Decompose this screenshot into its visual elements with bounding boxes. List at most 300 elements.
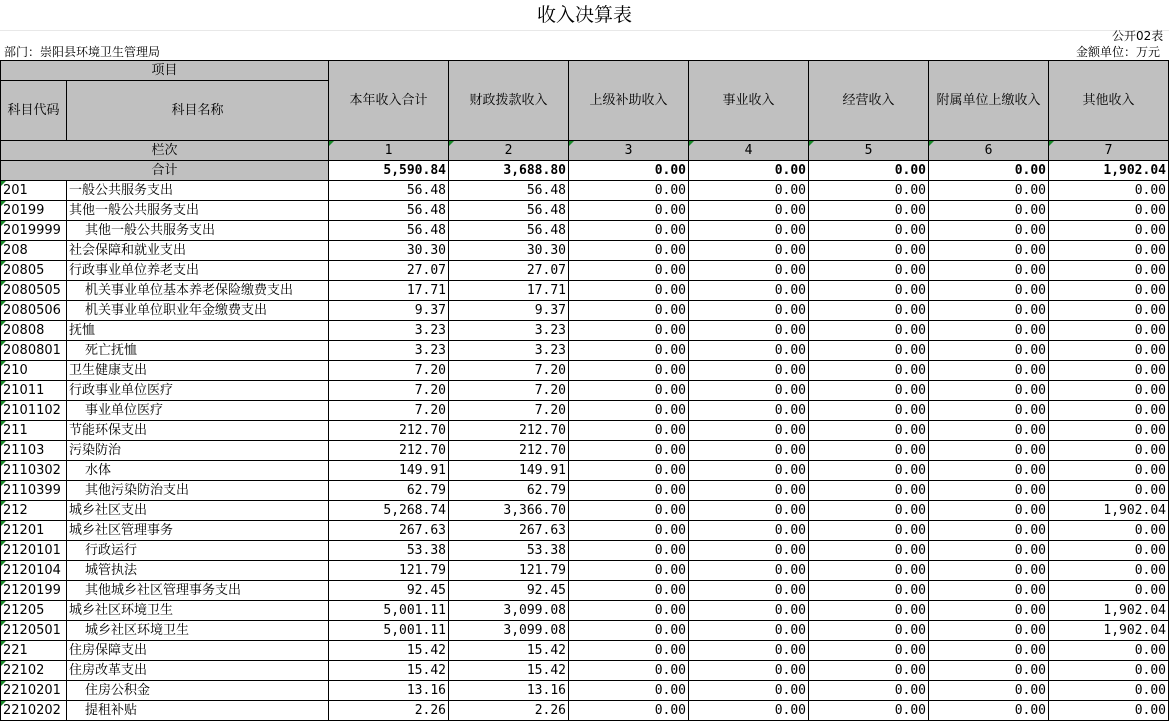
amount-cell: 3,366.70	[449, 501, 569, 521]
amount-cell: 56.48	[449, 221, 569, 241]
subject-name: 抚恤	[67, 321, 329, 341]
subject-name: 社会保障和就业支出	[67, 241, 329, 261]
amount-cell: 0.00	[569, 201, 689, 221]
amount-cell: 0.00	[809, 581, 929, 601]
amount-cell: 0.00	[929, 641, 1049, 661]
subject-code: 2210201	[1, 681, 67, 701]
amount-cell: 0.00	[689, 521, 809, 541]
amount-cell: 0.00	[1049, 421, 1169, 441]
header-col-7: 其他收入	[1049, 61, 1169, 141]
amount-cell: 56.48	[449, 181, 569, 201]
amount-cell: 0.00	[1049, 261, 1169, 281]
table-row	[1, 541, 1169, 561]
amount-cell: 0.00	[689, 341, 809, 361]
amount-cell: 3.23	[449, 321, 569, 341]
amount-cell: 53.38	[449, 541, 569, 561]
table-row	[1, 201, 1169, 221]
subject-name: 行政事业单位医疗	[67, 381, 329, 401]
subject-name: 污染防治	[67, 441, 329, 461]
header-col-1: 本年收入合计	[329, 61, 449, 141]
amount-cell: 0.00	[1049, 521, 1169, 541]
subject-code: 2120199	[1, 581, 67, 601]
amount-cell: 5,268.74	[329, 501, 449, 521]
amount-cell: 56.48	[329, 221, 449, 241]
amount-cell: 27.07	[449, 261, 569, 281]
amount-cell: 3.23	[449, 341, 569, 361]
amount-cell: 17.71	[329, 281, 449, 301]
subject-code: 201	[1, 181, 67, 201]
amount-cell: 0.00	[569, 701, 689, 721]
amount-cell: 0.00	[569, 321, 689, 341]
subject-name: 行政运行	[67, 541, 329, 561]
amount-cell: 0.00	[1049, 341, 1169, 361]
amount-cell: 212.70	[329, 441, 449, 461]
table-row	[1, 181, 1169, 201]
amount-cell: 0.00	[689, 621, 809, 641]
amount-cell: 15.42	[449, 641, 569, 661]
amount-cell: 0.00	[809, 481, 929, 501]
subject-name: 城管执法	[67, 561, 329, 581]
amount-cell: 5,001.11	[329, 621, 449, 641]
amount-cell: 0.00	[929, 621, 1049, 641]
amount-cell: 0.00	[809, 561, 929, 581]
table-row	[1, 341, 1169, 361]
unit-label: 金额单位：万元	[1076, 45, 1161, 59]
amount-cell: 0.00	[569, 221, 689, 241]
amount-cell: 0.00	[569, 481, 689, 501]
amount-cell: 0.00	[1049, 441, 1169, 461]
header-code: 科目代码	[1, 81, 67, 141]
amount-cell: 0.00	[929, 281, 1049, 301]
amount-cell: 0.00	[809, 421, 929, 441]
subject-code: 21011	[1, 381, 67, 401]
amount-cell: 0.00	[689, 481, 809, 501]
subject-code: 2101102	[1, 401, 67, 421]
amount-cell: 0.00	[929, 401, 1049, 421]
subject-name: 卫生健康支出	[67, 361, 329, 381]
table-row	[1, 621, 1169, 641]
amount-cell: 212.70	[449, 441, 569, 461]
header-col-3: 上级补助收入	[569, 61, 689, 141]
subject-name: 住房保障支出	[67, 641, 329, 661]
amount-cell: 0.00	[809, 661, 929, 681]
amount-cell: 0.00	[809, 501, 929, 521]
amount-cell: 0.00	[1049, 281, 1169, 301]
amount-cell: 0.00	[689, 381, 809, 401]
amount-cell: 15.42	[449, 661, 569, 681]
total-value: 3,688.80	[449, 161, 569, 181]
amount-cell: 0.00	[1049, 541, 1169, 561]
amount-cell: 0.00	[689, 181, 809, 201]
amount-cell: 0.00	[689, 461, 809, 481]
amount-cell: 0.00	[929, 561, 1049, 581]
subject-name: 其他一般公共服务支出	[67, 201, 329, 221]
amount-cell: 0.00	[809, 381, 929, 401]
amount-cell: 0.00	[569, 561, 689, 581]
amount-cell: 0.00	[569, 681, 689, 701]
income-final-accounts-table	[0, 60, 1169, 721]
amount-cell: 0.00	[689, 361, 809, 381]
amount-cell: 0.00	[689, 201, 809, 221]
amount-cell: 0.00	[1049, 581, 1169, 601]
total-value: 0.00	[929, 161, 1049, 181]
amount-cell: 0.00	[929, 181, 1049, 201]
subject-name: 节能环保支出	[67, 421, 329, 441]
amount-cell: 0.00	[569, 381, 689, 401]
amount-cell: 0.00	[689, 641, 809, 661]
amount-cell: 0.00	[569, 601, 689, 621]
amount-cell: 0.00	[689, 701, 809, 721]
amount-cell: 1,902.04	[1049, 601, 1169, 621]
table-row	[1, 601, 1169, 621]
subject-code: 21201	[1, 521, 67, 541]
amount-cell: 0.00	[809, 701, 929, 721]
amount-cell: 0.00	[689, 441, 809, 461]
amount-cell: 53.38	[329, 541, 449, 561]
amount-cell: 0.00	[929, 481, 1049, 501]
amount-cell: 0.00	[569, 261, 689, 281]
amount-cell: 0.00	[929, 461, 1049, 481]
amount-cell: 267.63	[449, 521, 569, 541]
subject-code: 208	[1, 241, 67, 261]
amount-cell: 0.00	[1049, 241, 1169, 261]
amount-cell: 0.00	[809, 201, 929, 221]
table-row	[1, 421, 1169, 441]
amount-cell: 121.79	[449, 561, 569, 581]
amount-cell: 0.00	[809, 541, 929, 561]
amount-cell: 149.91	[449, 461, 569, 481]
table-row	[1, 681, 1169, 701]
amount-cell: 0.00	[809, 441, 929, 461]
subject-code: 221	[1, 641, 67, 661]
amount-cell: 0.00	[809, 321, 929, 341]
subject-code: 20805	[1, 261, 67, 281]
amount-cell: 212.70	[329, 421, 449, 441]
amount-cell: 0.00	[689, 601, 809, 621]
table-row	[1, 241, 1169, 261]
subject-name: 一般公共服务支出	[67, 181, 329, 201]
amount-cell: 0.00	[929, 661, 1049, 681]
amount-cell: 2.26	[329, 701, 449, 721]
subject-name: 城乡社区支出	[67, 501, 329, 521]
col-number: 5	[809, 141, 929, 161]
amount-cell: 0.00	[929, 521, 1049, 541]
amount-cell: 3,099.08	[449, 621, 569, 641]
amount-cell: 0.00	[929, 501, 1049, 521]
amount-cell: 0.00	[929, 701, 1049, 721]
total-value: 0.00	[689, 161, 809, 181]
amount-cell: 0.00	[809, 361, 929, 381]
amount-cell: 9.37	[449, 301, 569, 321]
amount-cell: 0.00	[1049, 661, 1169, 681]
table-row	[1, 561, 1169, 581]
amount-cell: 0.00	[569, 341, 689, 361]
subject-code: 21103	[1, 441, 67, 461]
amount-cell: 9.37	[329, 301, 449, 321]
table-row	[1, 321, 1169, 341]
amount-cell: 0.00	[569, 181, 689, 201]
amount-cell: 0.00	[569, 641, 689, 661]
subject-name: 事业单位医疗	[67, 401, 329, 421]
subject-name: 城乡社区环境卫生	[67, 601, 329, 621]
subject-code: 20808	[1, 321, 67, 341]
amount-cell: 7.20	[449, 401, 569, 421]
amount-cell: 56.48	[449, 201, 569, 221]
subject-name: 机关事业单位基本养老保险缴费支出	[67, 281, 329, 301]
amount-cell: 0.00	[689, 321, 809, 341]
subject-name: 其他污染防治支出	[67, 481, 329, 501]
table-row	[1, 281, 1169, 301]
amount-cell: 0.00	[929, 381, 1049, 401]
header-lanci: 栏次	[1, 141, 329, 161]
amount-cell: 13.16	[449, 681, 569, 701]
amount-cell: 212.70	[449, 421, 569, 441]
table-row	[1, 661, 1169, 681]
amount-cell: 0.00	[929, 201, 1049, 221]
amount-cell: 15.42	[329, 641, 449, 661]
subject-name: 提租补贴	[67, 701, 329, 721]
amount-cell: 0.00	[929, 681, 1049, 701]
table-row	[1, 581, 1169, 601]
amount-cell: 0.00	[929, 441, 1049, 461]
page-title: 收入决算表	[0, 0, 1169, 31]
amount-cell: 7.20	[329, 381, 449, 401]
amount-cell: 0.00	[689, 561, 809, 581]
table-header	[1, 61, 1169, 181]
amount-cell: 0.00	[809, 181, 929, 201]
amount-cell: 0.00	[809, 621, 929, 641]
amount-cell: 0.00	[929, 221, 1049, 241]
amount-cell: 0.00	[569, 421, 689, 441]
amount-cell: 0.00	[809, 281, 929, 301]
table-row	[1, 221, 1169, 241]
col-number: 2	[449, 141, 569, 161]
amount-cell: 0.00	[1049, 321, 1169, 341]
total-value: 5,590.84	[329, 161, 449, 181]
amount-cell: 0.00	[1049, 201, 1169, 221]
amount-cell: 0.00	[929, 341, 1049, 361]
amount-cell: 0.00	[569, 661, 689, 681]
amount-cell: 1,902.04	[1049, 501, 1169, 521]
header-name: 科目名称	[67, 81, 329, 141]
amount-cell: 0.00	[689, 241, 809, 261]
amount-cell: 30.30	[329, 241, 449, 261]
table-row	[1, 361, 1169, 381]
amount-cell: 0.00	[569, 521, 689, 541]
table-row	[1, 441, 1169, 461]
amount-cell: 0.00	[569, 301, 689, 321]
amount-cell: 7.20	[449, 361, 569, 381]
amount-cell: 0.00	[569, 361, 689, 381]
amount-cell: 0.00	[1049, 181, 1169, 201]
amount-cell: 0.00	[929, 541, 1049, 561]
amount-cell: 13.16	[329, 681, 449, 701]
subject-name: 机关事业单位职业年金缴费支出	[67, 301, 329, 321]
amount-cell: 15.42	[329, 661, 449, 681]
subject-name: 其他城乡社区管理事务支出	[67, 581, 329, 601]
subject-code: 21205	[1, 601, 67, 621]
subject-code: 2080506	[1, 301, 67, 321]
subject-code: 2120501	[1, 621, 67, 641]
subject-name: 城乡社区环境卫生	[67, 621, 329, 641]
header-item: 项目	[1, 61, 329, 81]
department-label: 部门：崇阳县环境卫生管理局	[4, 45, 161, 59]
amount-cell: 3.23	[329, 341, 449, 361]
col-number: 7	[1049, 141, 1169, 161]
total-row	[1, 161, 1169, 181]
header-col-5: 经营收入	[809, 61, 929, 141]
amount-cell: 267.63	[329, 521, 449, 541]
amount-cell: 0.00	[689, 661, 809, 681]
amount-cell: 56.48	[329, 201, 449, 221]
total-value: 0.00	[809, 161, 929, 181]
subject-code: 212	[1, 501, 67, 521]
amount-cell: 0.00	[929, 361, 1049, 381]
amount-cell: 0.00	[1049, 221, 1169, 241]
amount-cell: 3,099.08	[449, 601, 569, 621]
amount-cell: 56.48	[329, 181, 449, 201]
amount-cell: 2.26	[449, 701, 569, 721]
table-number: 公开02表	[1112, 29, 1164, 43]
amount-cell: 0.00	[1049, 701, 1169, 721]
amount-cell: 0.00	[809, 641, 929, 661]
subject-code: 22102	[1, 661, 67, 681]
table-row	[1, 381, 1169, 401]
amount-cell: 0.00	[1049, 381, 1169, 401]
amount-cell: 0.00	[929, 601, 1049, 621]
amount-cell: 7.20	[329, 401, 449, 421]
amount-cell: 0.00	[689, 541, 809, 561]
amount-cell: 0.00	[929, 241, 1049, 261]
amount-cell: 0.00	[809, 401, 929, 421]
amount-cell: 0.00	[929, 421, 1049, 441]
amount-cell: 0.00	[689, 301, 809, 321]
amount-cell: 27.07	[329, 261, 449, 281]
subject-name: 水体	[67, 461, 329, 481]
col-number: 4	[689, 141, 809, 161]
col-number: 1	[329, 141, 449, 161]
amount-cell: 0.00	[569, 581, 689, 601]
amount-cell: 149.91	[329, 461, 449, 481]
amount-cell: 0.00	[689, 221, 809, 241]
amount-cell: 0.00	[929, 261, 1049, 281]
subject-code: 2120101	[1, 541, 67, 561]
amount-cell: 0.00	[809, 221, 929, 241]
amount-cell: 0.00	[809, 261, 929, 281]
amount-cell: 5,001.11	[329, 601, 449, 621]
amount-cell: 0.00	[569, 501, 689, 521]
amount-cell: 0.00	[689, 681, 809, 701]
table-row	[1, 301, 1169, 321]
amount-cell: 0.00	[689, 281, 809, 301]
amount-cell: 0.00	[809, 681, 929, 701]
amount-cell: 17.71	[449, 281, 569, 301]
amount-cell: 7.20	[449, 381, 569, 401]
subject-code: 211	[1, 421, 67, 441]
table-row	[1, 461, 1169, 481]
table-row	[1, 261, 1169, 281]
amount-cell: 0.00	[1049, 641, 1169, 661]
total-value: 1,902.04	[1049, 161, 1169, 181]
amount-cell: 0.00	[809, 301, 929, 321]
amount-cell: 0.00	[569, 281, 689, 301]
subject-code: 20199	[1, 201, 67, 221]
table-row	[1, 701, 1169, 721]
subject-code: 2080801	[1, 341, 67, 361]
amount-cell: 0.00	[1049, 681, 1169, 701]
amount-cell: 0.00	[809, 241, 929, 261]
subject-code: 2120104	[1, 561, 67, 581]
amount-cell: 0.00	[929, 321, 1049, 341]
amount-cell: 0.00	[1049, 361, 1169, 381]
amount-cell: 0.00	[569, 621, 689, 641]
subject-code: 210	[1, 361, 67, 381]
amount-cell: 1,902.04	[1049, 621, 1169, 641]
amount-cell: 0.00	[689, 401, 809, 421]
subject-name: 住房公积金	[67, 681, 329, 701]
amount-cell: 0.00	[569, 401, 689, 421]
subject-name: 行政事业单位养老支出	[67, 261, 329, 281]
header-col-2: 财政拨款收入	[449, 61, 569, 141]
amount-cell: 0.00	[569, 541, 689, 561]
amount-cell: 0.00	[1049, 561, 1169, 581]
table-body	[1, 181, 1169, 721]
amount-cell: 0.00	[689, 421, 809, 441]
col-number: 3	[569, 141, 689, 161]
table-row	[1, 401, 1169, 421]
amount-cell: 0.00	[1049, 401, 1169, 421]
amount-cell: 121.79	[329, 561, 449, 581]
subject-code: 2019999	[1, 221, 67, 241]
amount-cell: 0.00	[569, 461, 689, 481]
amount-cell: 0.00	[809, 341, 929, 361]
subject-name: 其他一般公共服务支出	[67, 221, 329, 241]
subject-code: 2110399	[1, 481, 67, 501]
subject-code: 2110302	[1, 461, 67, 481]
amount-cell: 7.20	[329, 361, 449, 381]
subject-name: 住房改革支出	[67, 661, 329, 681]
table-row	[1, 641, 1169, 661]
amount-cell: 0.00	[689, 501, 809, 521]
header-col-6: 附属单位上缴收入	[929, 61, 1049, 141]
subject-code: 2210202	[1, 701, 67, 721]
header-col-4: 事业收入	[689, 61, 809, 141]
amount-cell: 30.30	[449, 241, 569, 261]
subject-name: 死亡抚恤	[67, 341, 329, 361]
amount-cell: 0.00	[1049, 481, 1169, 501]
total-label: 合计	[1, 161, 329, 181]
table-row	[1, 481, 1169, 501]
amount-cell: 0.00	[929, 581, 1049, 601]
amount-cell: 92.45	[329, 581, 449, 601]
col-number: 6	[929, 141, 1049, 161]
amount-cell: 0.00	[1049, 301, 1169, 321]
amount-cell: 0.00	[569, 241, 689, 261]
subject-name: 城乡社区管理事务	[67, 521, 329, 541]
amount-cell: 0.00	[689, 261, 809, 281]
amount-cell: 0.00	[1049, 461, 1169, 481]
amount-cell: 62.79	[329, 481, 449, 501]
amount-cell: 62.79	[449, 481, 569, 501]
amount-cell: 0.00	[569, 441, 689, 461]
amount-cell: 0.00	[689, 581, 809, 601]
amount-cell: 0.00	[929, 301, 1049, 321]
total-value: 0.00	[569, 161, 689, 181]
amount-cell: 0.00	[809, 521, 929, 541]
amount-cell: 0.00	[809, 461, 929, 481]
amount-cell: 92.45	[449, 581, 569, 601]
amount-cell: 0.00	[809, 601, 929, 621]
